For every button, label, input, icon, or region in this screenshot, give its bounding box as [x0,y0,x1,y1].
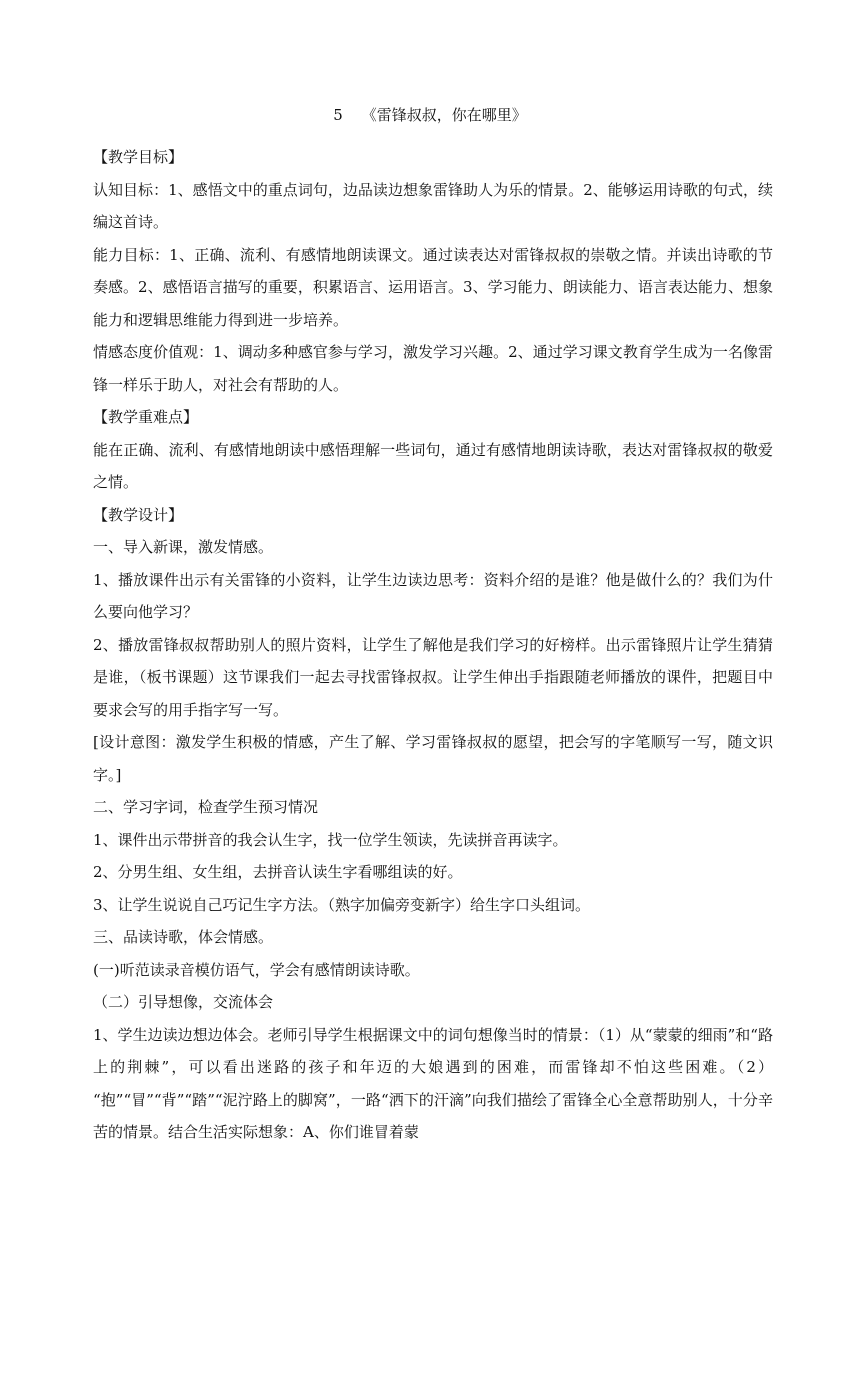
section-heading-three: 三、品读诗歌，体会情感。 [93,928,274,946]
heading-teaching-goals: 【教学目标】 [93,148,184,166]
paragraph-sub-one: (一)听范读录音模仿语气，学会有感情朗读诗歌。 [93,960,420,979]
paragraph-step-2-1: 1、课件出示带拼音的我会认生字，找一位学生领读，先读拼音再读字。 [93,830,568,849]
paragraph-step-1-2: 2、播放雷锋叔叔帮助别人的照片资料，让学生了解他是我们学习的好榜样。出示雷锋照片让学生猜猜是谁，（板书课题）这节课我们一起去寻找雷锋叔叔。让学生伸出手指跟随老师播放的课件，把题目中要求会写的用手指字写一写。 [93,635,773,719]
paragraph-step-3-1: 1、学生边读边想边体会。老师引导学生根据课文中的词句想像当时的情景：（1）从“蒙蒙的细雨”和“路上的荆棘”，可以看出迷路的孩子和年迈的大娘遇到的困难，而雷锋却不怕这些困难。（2） “抱”“冒”“背”“踏”“泥泞路上的脚窝”，一路“洒下的汗滴”向我们描绘了雷锋全心全意帮助别人，十分辛苦的情景。结合生活实际想象：A、你们谁冒着蒙 [93,1025,773,1141]
paragraph-step-1-1: 1、播放课件出示有关雷锋的小资料，让学生边读边思考：资料介绍的是谁？他是做什么的？我们为什么要向他学习？ [93,570,773,621]
paragraph-ability-goals: 能力目标：1、正确、流利、有感情地朗读课文。通过读表达对雷锋叔叔的崇敬之情。并读出诗歌的节奏感。2、感悟语言描写的重要，积累语言、运用语言。3、学习能力、朗读能力、语言表达能力、想象能力和逻辑思维能力得到进一步培养。 [93,245,773,329]
section-heading-one: 一、导入新课，激发情感。 [93,538,274,556]
document-body [93,141,773,1149]
paragraph-step-2-3: 3、让学生说说自己巧记生字方法。（熟字加偏旁变新字）给生字口头组词。 [93,895,591,914]
heading-key-difficulties: 【教学重难点】 [93,408,199,426]
paragraph-sub-two: （二）引导想像，交流体会 [93,993,274,1011]
document-title: 5 《雷锋叔叔，你在哪里》 [333,106,527,124]
paragraph-emotional-goals: 情感态度价值观：1、调动多种感官参与学习，激发学习兴趣。2、通过学习课文教育学生成为一名像雷锋一样乐于助人，对社会有帮助的人。 [93,343,773,394]
paragraph-design-intent: [设计意图：激发学生积极的情感，产生了解、学习雷锋叔叔的愿望，把会写的字笔顺写一写，随文识字。] [93,733,773,784]
section-heading-two: 二、学习字词，检查学生预习情况 [93,798,319,816]
paragraph-step-2-2: 2、分男生组、女生组，去拼音认读生字看哪组读的好。 [93,863,463,881]
paragraph-key-difficulties: 能在正确、流利、有感情地朗读中感悟理解一些词句，通过有感情地朗读诗歌，表达对雷锋叔叔的敬爱之情。 [93,440,773,491]
heading-teaching-design: 【教学设计】 [93,505,184,524]
paragraph-cognitive-goals: 认知目标：1、感悟文中的重点词句，边品读边想象雷锋助人为乐的情景。2、能够运用诗歌的句式，续编这首诗。 [93,180,773,231]
